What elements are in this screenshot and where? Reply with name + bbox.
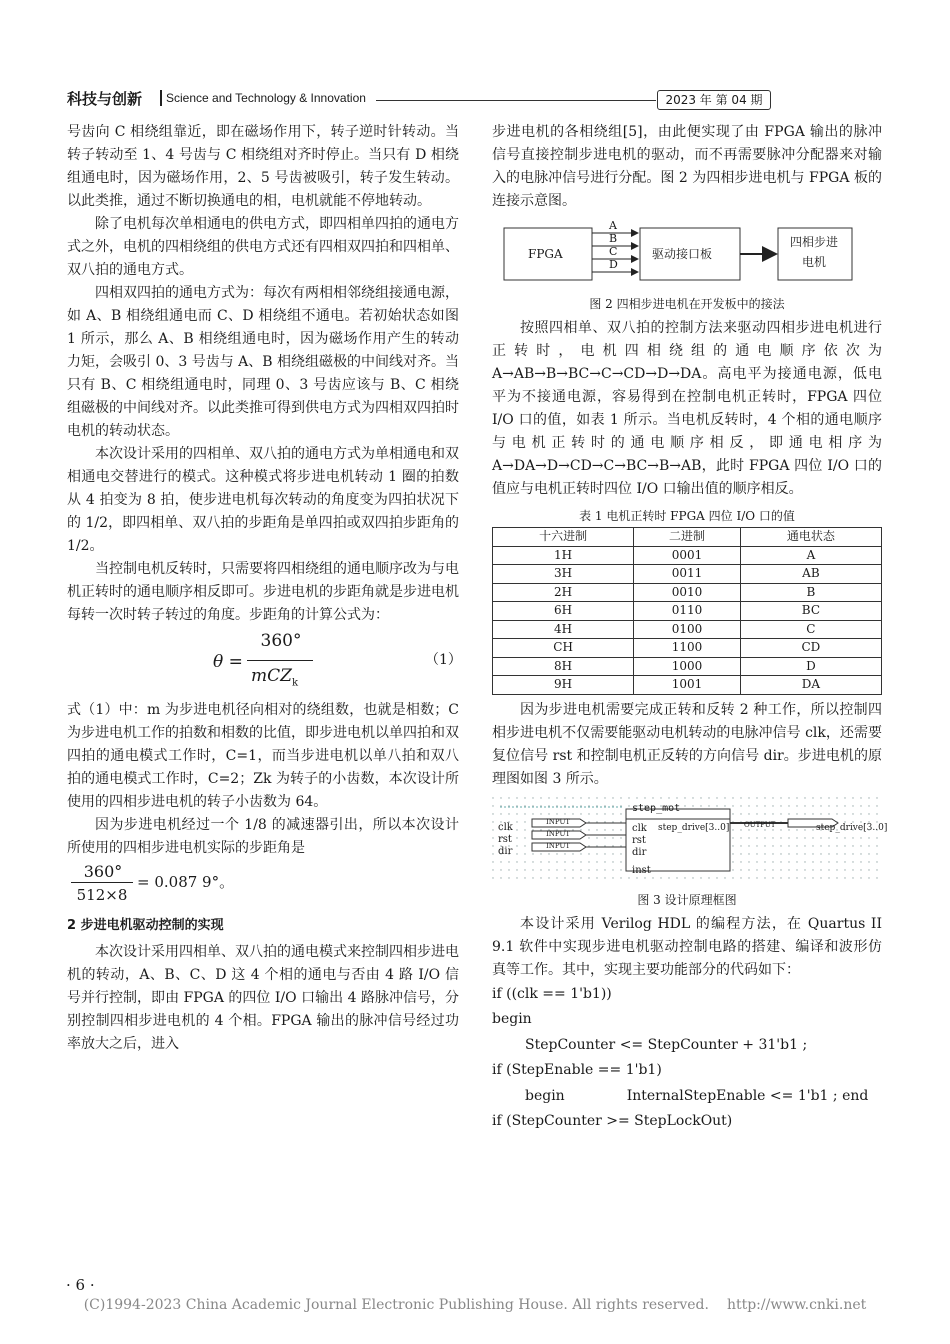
formula-2 — [67, 860, 459, 906]
table-cell: D — [740, 657, 881, 676]
paragraph: 按照四相单、双八拍的控制方法来驱动四相步进电机进行正转时，电机四相绕组的通电顺序依次为 A→AB→B→BC→C→CD→D→DA。高电平为接通电源，低电平为不接通电源，容易得到在控制电机正转时，FPGA 四位 I/O 口的值，如表 1 所示。当电机反转时，4 个相的通电顺序与电机正转时的通电顺序相反，即通电相序为 A→DA→D→CD→C→BC→B→AB，此时 FPGA 四位 I/O 口的值应与电机正转时四位 I/O 口输出值的顺序相反。 — [492, 320, 882, 497]
table-cell: CD — [740, 639, 881, 658]
left-column — [67, 121, 462, 1056]
figure-3 — [492, 797, 888, 881]
table-row — [493, 583, 882, 602]
frac2-denominator: 512×8 — [76, 886, 128, 904]
table-row — [493, 565, 882, 584]
table-cell: 0010 — [634, 583, 741, 602]
table-header: 十六进制 — [493, 528, 634, 547]
code-line: if (StepCounter >= StepLockOut) — [492, 1113, 733, 1129]
paragraph: 号齿向 C 相绕组靠近，即在磁场作用下，转子逆时针转动。当转子转动至 1、4 号齿与 C 相绕组对齐时停止。当只有 D 相绕组通电时，因为磁场作用，2、5 号齿被吸引，转子发生转动。以此类推，通过不断切换通电的相，电机就能不停地转动。 — [67, 124, 459, 209]
journal-title: 科技与创新 — [67, 90, 143, 108]
output-tag: OUTPUT — [744, 820, 776, 829]
port-rst: rst — [632, 834, 646, 846]
code-line: begin InternalStepEnable <= 1'b1 ; end — [525, 1087, 869, 1104]
input-dir-name: dir — [498, 845, 513, 857]
table-cell: 0110 — [634, 602, 741, 621]
header-separator — [160, 90, 162, 106]
signal-c-label: C — [609, 245, 618, 258]
paragraph: 当控制电机反转时，只需要将四相绕组的通电顺序改为与电机正转时的通电顺序相反即可。步进电机的步距角就是步进电机每转一次时转子转过的角度。步距角的计算公式为： — [67, 561, 459, 623]
table-row — [493, 546, 882, 565]
paragraph: 因为步进电机经过一个 1/8 的减速器引出，所以本次设计所使用的四相步进电机实际的步距角是 — [67, 817, 459, 856]
fraction-bar — [247, 660, 313, 661]
frac2-result: = 0.087 9°。 — [137, 873, 235, 891]
input-clk-name: clk — [498, 821, 513, 833]
paragraph: 四相双四拍的通电方式为：每次有两相相邻绕组接通电源，如 A、B 相绕组通电而 C、D 相绕组不通电。若初始状态如图 1 所示，那么 A、B 相绕组通电时，因为磁场作用产生的转动力矩，会吸引 0、3 号齿与 A、B 相绕组磁极的中间线对齐。当只有 B、C 相绕组通电时，同理 0、3 号齿应该与 B、C 相绕组磁极的中间线对齐。以此类推可得到供电方式为四相双四拍时电机的转动状态。 — [67, 285, 460, 439]
table-row — [493, 602, 882, 621]
paragraph: 因为步进电机需要完成正转和反转 2 种工作，所以控制四相步进电机不仅需要能驱动电机转动的电脉冲信号 clk，还需要复位信号 rst 和控制电机正反转的方向信号 dir。步进电机的原理图如图 3 所示。 — [492, 701, 882, 787]
code-line: if ((clk == 1'b1)) — [492, 985, 612, 1002]
table-cell: A — [740, 546, 881, 565]
table-cell: AB — [740, 565, 881, 584]
table-cell: 0100 — [634, 620, 741, 639]
figure-3-caption: 图 3 设计原理框图 — [637, 892, 737, 907]
table-cell: 8H — [493, 657, 634, 676]
module-name: step_mot — [632, 802, 681, 814]
fpga-label: FPGA — [528, 247, 563, 261]
input-rst-name: rst — [498, 833, 512, 845]
signal-a-label: A — [609, 219, 617, 232]
port-out: step_drive[3..0] — [658, 822, 730, 833]
table-cell: 1001 — [634, 676, 741, 695]
signal-b-label: B — [609, 232, 618, 245]
journal-english-title: Science and Technology & Innovation — [166, 91, 366, 105]
instance-name: inst — [632, 864, 651, 876]
table-header: 二进制 — [634, 528, 741, 547]
port-clk: clk — [632, 822, 647, 834]
input-tag: INPUT — [546, 829, 571, 838]
table-row — [493, 620, 882, 639]
table-cell: 0001 — [634, 546, 741, 565]
copyright-footer — [0, 1297, 950, 1313]
table-cell: DA — [740, 676, 881, 695]
code-line: StepCounter <= StepCounter + 31'b1 ; — [525, 1036, 808, 1053]
driver-board-label: 驱动接口板 — [652, 247, 713, 261]
input-tag: INPUT — [546, 841, 571, 850]
table-row — [493, 676, 882, 695]
table-cell: 2H — [493, 583, 634, 602]
figure-2 — [492, 219, 882, 285]
table-header: 通电状态 — [740, 528, 881, 547]
table-cell: 1H — [493, 546, 634, 565]
table-cell: 4H — [493, 620, 634, 639]
input-tag: INPUT — [546, 817, 571, 826]
figure-2-caption: 图 2 四相步进电机在开发板中的接法 — [589, 297, 785, 311]
port-dir: dir — [632, 846, 647, 858]
motor-label-2: 电机 — [802, 255, 827, 269]
table-cell: 3H — [493, 565, 634, 584]
page-number: · 6 · — [66, 1276, 95, 1294]
signal-d-label: D — [609, 258, 618, 271]
table-cell: CH — [493, 639, 634, 658]
table-cell: 1100 — [634, 639, 741, 658]
table-row — [493, 639, 882, 658]
paragraph: 本设计采用 Verilog HDL 的编程方法，在 Quartus II 9.1 软件中实现步进电机驱动控制电路的搭建、编译和波形仿真等工作。其中，实现主要功能部分的代码如下： — [492, 915, 882, 978]
formula-1 — [67, 627, 462, 699]
formula-number: （1） — [425, 652, 462, 668]
table-cell: BC — [740, 602, 881, 621]
issue-badge: 2023 年 第 04 期 — [657, 90, 771, 110]
paragraph: 式（1）中：m 为步进电机径向相对的绕组数，也就是相数；C 为步进电机工作的拍数和相数的比值，即步进电机以单四拍和双四拍的通电模式工作时，C=1，而当步进电机以单八拍和双八拍的通电模式工作时，C=2；Zk 为转子的小齿数，本次设计所使用的四相步进电机的转子小齿数为 64。 — [67, 702, 459, 810]
code-line: if (StepEnable == 1'b1) — [492, 1062, 662, 1078]
section-heading: 2 步进电机驱动控制的实现 — [67, 918, 224, 933]
table-row — [493, 657, 882, 676]
fraction-bar — [71, 882, 133, 883]
paragraph: 步进电机的各相绕组[5]，由此便实现了由 FPGA 输出的脉冲信号直接控制步进电机的驱动，而不再需要脉冲分配器来对输入的电脉冲信号进行分配。图 2 为四相步进电机与 FPGA 板的连接示意图。 — [492, 124, 882, 209]
motor-label-1: 四相步进 — [790, 235, 839, 249]
code-line: begin — [492, 1011, 532, 1027]
formula-lhs: θ = — [213, 652, 243, 672]
paragraph: 本次设计采用的四相单、双八拍的通电方式为单相通电和双相通电交替进行的模式。这种模式将步进电机转动 1 圈的拍数从 4 拍变为 8 拍，使步进电机每次转动的角度变为四拍状况下的 1/2，即四相单、双八拍的步距角是单四拍或双四拍步距角的 1/2。 — [67, 446, 459, 554]
paragraph: 本次设计采用四相单、双八拍的通电模式来控制四相步进电机的转动，A、B、C、D 这 4 个相的通电与否由 4 路 I/O 信号并行控制，即由 FPGA 的四位 I/O 口输出 4 路脉冲信号，分别控制四相步进电机的 4 个相。FPGA 输出的脉冲信号经过功率放大之后，进入 — [67, 944, 459, 1052]
output-name: step_drive[3..0] — [816, 822, 888, 833]
frac2-numerator: 360° — [83, 862, 123, 881]
paragraph: 除了电机每次单相通电的供电方式，即四相单四拍的通电方式之外，电机的四相绕组的供电方式还有四相双四拍和四相单、双八拍的通电方式。 — [67, 216, 459, 278]
table-cell: 1000 — [634, 657, 741, 676]
table-header-row — [493, 528, 882, 547]
copyright-text: (C)1994-2023 China Academic Journal Electronic Publishing House. All rights reserved. — [83, 1297, 709, 1313]
table-cell: 9H — [493, 676, 634, 695]
table-cell: 0011 — [634, 565, 741, 584]
table-1-caption: 表 1 电机正转时 FPGA 四位 I/O 口的值 — [579, 509, 795, 523]
formula-numerator: 360° — [260, 631, 302, 651]
table-cell: 6H — [493, 602, 634, 621]
code-listing — [492, 982, 882, 1135]
right-column — [492, 121, 888, 1135]
table-1 — [492, 527, 882, 695]
table-cell: B — [740, 583, 881, 602]
header-rule — [376, 100, 656, 101]
formula-denominator: mCZ$_k$ — [251, 666, 299, 689]
table-cell: C — [740, 620, 881, 639]
footer-url[interactable]: http://www.cnki.net — [726, 1297, 867, 1313]
